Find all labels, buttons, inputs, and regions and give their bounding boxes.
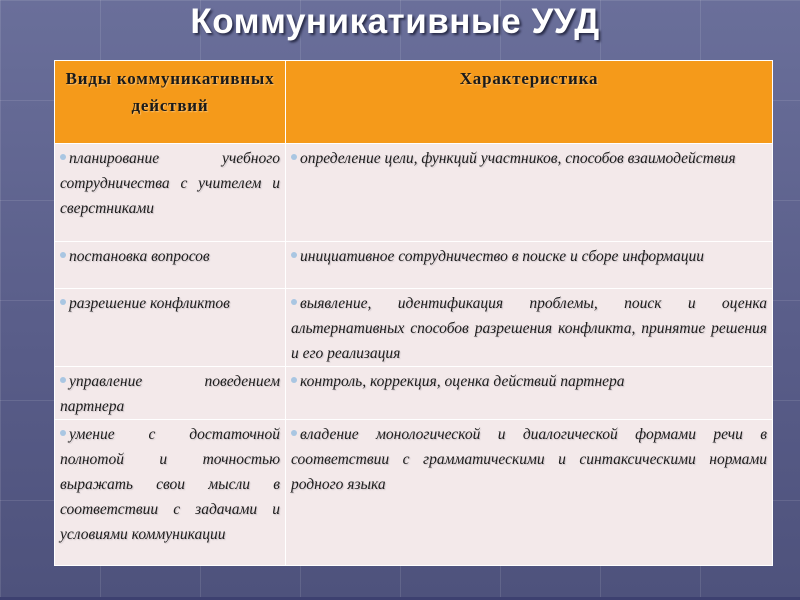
header-types: Виды коммуникативных действий bbox=[55, 61, 286, 144]
bullet-icon bbox=[291, 377, 297, 383]
table-row bbox=[55, 144, 773, 242]
type-cell bbox=[55, 420, 286, 566]
description-text: определение цели, функций участников, способов взаимодействия bbox=[300, 150, 736, 167]
description-cell bbox=[286, 367, 773, 420]
table-header-row bbox=[55, 61, 773, 144]
table-row bbox=[55, 289, 773, 367]
bullet-icon bbox=[291, 299, 297, 305]
type-text: умение с достаточной полнотой и точностью выражать свои мысли в соответствии с задачами и условиями коммуникации bbox=[60, 426, 280, 543]
type-text: разрешение конфликтов bbox=[69, 295, 230, 312]
bullet-icon bbox=[291, 252, 297, 258]
description-cell bbox=[286, 420, 773, 566]
header-characteristic: Характеристика bbox=[286, 61, 773, 144]
table-row bbox=[55, 420, 773, 566]
table-row bbox=[55, 367, 773, 420]
slide-title: Коммуникативные УУД bbox=[190, 2, 600, 41]
description-text: контроль, коррекция, оценка действий партнера bbox=[300, 373, 625, 390]
description-text: выявление, идентификация проблемы, поиск и оценка альтернативных способов разрешения конфликта, принятие решения и его реализация bbox=[291, 295, 767, 362]
type-cell bbox=[55, 144, 286, 242]
type-cell bbox=[55, 289, 286, 367]
type-text: планирование учебного сотрудничества с учителем и сверстниками bbox=[60, 150, 280, 217]
description-cell bbox=[286, 242, 773, 289]
bullet-icon bbox=[60, 154, 66, 160]
bullet-icon bbox=[60, 430, 66, 436]
description-text: инициативное сотрудничество в поиске и сборе информации bbox=[300, 248, 705, 265]
bullet-icon bbox=[291, 154, 297, 160]
bullet-icon bbox=[60, 299, 66, 305]
bullet-icon bbox=[291, 430, 297, 436]
description-cell bbox=[286, 289, 773, 367]
table-row bbox=[55, 242, 773, 289]
type-cell bbox=[55, 242, 286, 289]
description-text: владение монологической и диалогической формами речи в соответствии с грамматическими и синтаксическими нормами родного языка bbox=[291, 426, 767, 493]
bullet-icon bbox=[60, 377, 66, 383]
type-text: постановка вопросов bbox=[69, 248, 210, 265]
type-text: управление поведением партнера bbox=[60, 373, 280, 415]
uud-table bbox=[54, 60, 773, 566]
bullet-icon bbox=[60, 252, 66, 258]
type-cell bbox=[55, 367, 286, 420]
description-cell bbox=[286, 144, 773, 242]
uud-table-container bbox=[54, 60, 773, 566]
